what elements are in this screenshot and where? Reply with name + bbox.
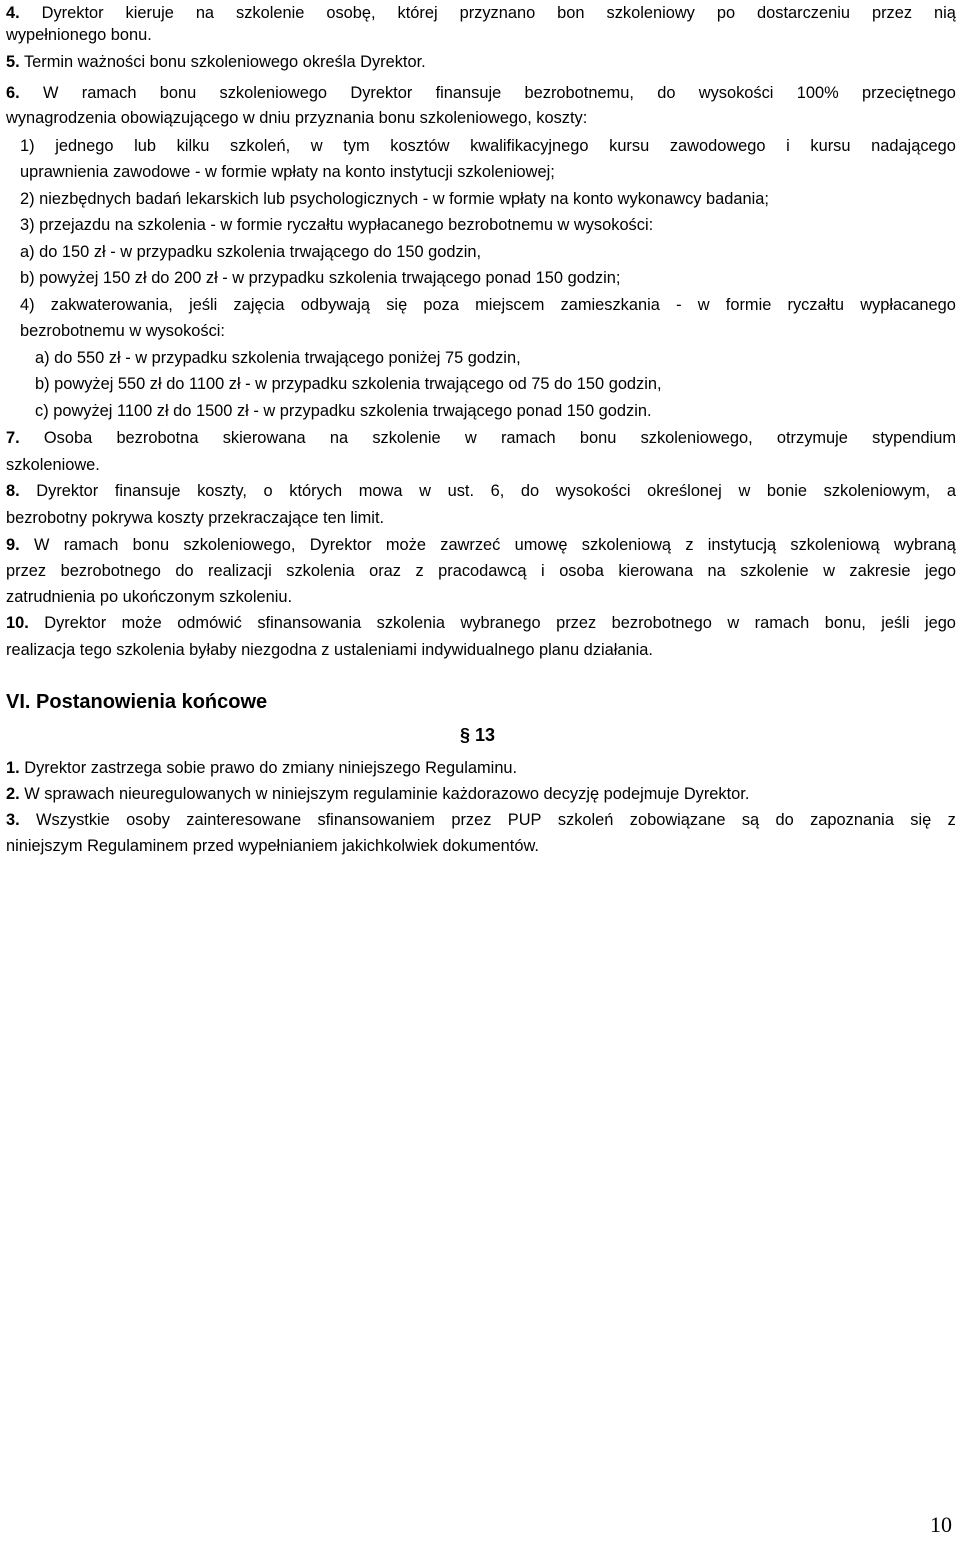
word: 4) [20, 296, 35, 314]
word: nią [934, 4, 956, 22]
word: wysokości [555, 482, 631, 500]
word: po [716, 4, 736, 22]
word: zapoznania [810, 811, 894, 829]
word: Dyrektor [41, 4, 104, 22]
word: poza [423, 296, 459, 314]
word: ryczałtu [787, 296, 845, 314]
para-6-item-3a: a) do 150 zł - w przypadku szkolenia trwającego do 150 godzin, [20, 243, 482, 261]
word: jego [924, 614, 956, 632]
word: na [707, 562, 726, 580]
word: w [727, 614, 740, 632]
para-7-line-1 [6, 428, 956, 448]
word: kieruje [125, 4, 174, 22]
word: na [329, 429, 349, 447]
word: szkoleniowego [219, 84, 328, 102]
para-6-item-3: 3) przejazdu na szkolenia - w formie ryczałtu wypłacanego bezrobotnemu w wysokości: [20, 216, 654, 234]
word: pracodawcą [438, 562, 527, 580]
section-item-1-number: 1. [6, 759, 20, 777]
word: Dyrektor [36, 482, 99, 500]
section-item-1-text: Dyrektor zastrzega sobie prawo do zmiany niniejszego Regulaminu. [24, 759, 518, 777]
word: a [946, 482, 956, 500]
para-6-item-4b: b) powyżej 550 zł do 1100 zł - w przypadku szkolenia trwającego od 75 do 150 godzin, [35, 375, 662, 393]
section-item-2 [6, 784, 749, 804]
word: przyznano [459, 4, 536, 22]
para-10-line-2: realizacja tego szkolenia byłaby niezgodna z ustaleniami indywidualnego planu działania. [6, 641, 653, 659]
word: formie [725, 296, 772, 314]
para-4-line-2: wypełnionego bonu. [6, 26, 152, 44]
word: szkoleniową [581, 536, 672, 554]
word: są [741, 811, 760, 829]
word: wysokości [698, 84, 774, 102]
word: przez [451, 811, 492, 829]
word: finansuje [435, 84, 502, 102]
word: Dyrektor [44, 614, 107, 632]
word: szkoleniową [790, 536, 880, 554]
word: bezrobotnemu, [524, 84, 634, 102]
word: Dyrektor [350, 84, 413, 102]
word: jednego [55, 137, 114, 155]
word: Osoba [43, 429, 93, 447]
para-7-line-2: szkoleniowe. [6, 456, 100, 474]
word: i [786, 137, 790, 155]
page-number: 10 [930, 1512, 952, 1537]
word: może [121, 614, 162, 632]
word: Wszystkie [36, 811, 110, 829]
word: z [415, 562, 424, 580]
word: szkoleń, [230, 137, 291, 155]
word: w [310, 137, 323, 155]
para-5-text: Termin ważności bonu szkoleniowego określa Dyrektor. [23, 53, 426, 71]
word: otrzymuje [776, 429, 848, 447]
para-9-line-3: zatrudnienia po ukończonym szkoleniu. [6, 588, 293, 606]
word: szkoleniowego, [640, 429, 753, 447]
word: kosztów [390, 137, 450, 155]
word: może [385, 536, 426, 554]
word: realizacji [208, 562, 272, 580]
word: do [657, 84, 676, 102]
word: bonie [766, 482, 808, 500]
para-8-line-2: bezrobotny pokrywa koszty przekraczające ten limit. [6, 509, 385, 527]
word: kursu [810, 137, 851, 155]
para-6-item-1-line-2: uprawnienia zawodowe - w formie wpłaty na konto instytucji szkoleniowej; [20, 163, 555, 181]
item-number: 4. [6, 4, 20, 22]
item-number: 6. [6, 84, 20, 102]
word: 100% [796, 84, 839, 102]
word: stypendium [872, 429, 956, 447]
para-6-item-3b: b) powyżej 150 zł do 200 zł - w przypadku szkolenia trwającego ponad 150 godzin; [20, 269, 621, 287]
item-number: 3. [6, 811, 20, 829]
item-number: 9. [6, 536, 20, 554]
word: miejscem [475, 296, 545, 314]
section-heading: VI. Postanowienia końcowe [6, 691, 268, 713]
para-9-line-2 [6, 561, 956, 581]
word: jeśli [189, 296, 218, 314]
word: zawrzeć [440, 536, 501, 554]
word: się [910, 811, 932, 829]
word: W [33, 536, 50, 554]
section-item-3-line-1 [6, 810, 956, 830]
word: do [775, 811, 794, 829]
word: odmówić [177, 614, 242, 632]
word: określonej [647, 482, 722, 500]
word: oraz [369, 562, 401, 580]
word: kierowana [618, 562, 694, 580]
word: ramach [81, 84, 137, 102]
word: koszty, [197, 482, 247, 500]
word: zamieszkania [560, 296, 660, 314]
word: szkolenie [236, 4, 305, 22]
paragraph-sign: § 13 [460, 725, 496, 745]
word: wypłacanego [860, 296, 956, 314]
word: sfinansowania [257, 614, 362, 632]
para-6-item-4-line-1 [20, 295, 956, 315]
word: bonu [132, 536, 170, 554]
word: w [823, 562, 835, 580]
word: finansuje [114, 482, 181, 500]
word: Dyrektor [309, 536, 372, 554]
word: z [947, 811, 956, 829]
word: szkoleniowym, [823, 482, 931, 500]
word: do [175, 562, 194, 580]
word: - [676, 296, 682, 314]
word: szkoleń [557, 811, 614, 829]
section-item-3-line-2: niniejszym Regulaminem przed wypełnianiem jakichkolwiek dokumentów. [6, 837, 539, 855]
word: tym [343, 137, 370, 155]
word: zainteresowane [186, 811, 302, 829]
word: i [541, 562, 545, 580]
word: zajęcia [233, 296, 285, 314]
word: ramach [63, 536, 119, 554]
word: w [464, 429, 477, 447]
word: szkolenia [286, 562, 355, 580]
para-5 [6, 52, 426, 72]
word: bonu [579, 429, 617, 447]
section-item-2-number: 2. [6, 785, 20, 803]
word: jeśli [881, 614, 910, 632]
para-9-line-1 [6, 535, 956, 555]
word: bezrobotnego [60, 562, 161, 580]
word: szkolenia [376, 614, 445, 632]
word: bezrobotnego [611, 614, 712, 632]
word: w [738, 482, 751, 500]
word: kursu [609, 137, 650, 155]
word: bonu [159, 84, 197, 102]
word: sfinansowaniem [317, 811, 435, 829]
word: do [520, 482, 540, 500]
word: 1) [20, 137, 35, 155]
word: nadającego [871, 137, 956, 155]
word: osobę, [326, 4, 376, 22]
word: jego [924, 562, 956, 580]
para-6-item-4a: a) do 550 zł - w przypadku szkolenia trwającego poniżej 75 godzin, [35, 349, 521, 367]
para-6-line-2: wynagrodzenia obowiązującego w dniu przyznania bonu szkoleniowego, koszty: [6, 109, 588, 127]
para-6-item-4-line-2: bezrobotnemu w wysokości: [20, 322, 225, 340]
word: zobowiązane [629, 811, 726, 829]
item-number: 8. [6, 482, 20, 500]
para-5-number: 5. [6, 53, 20, 71]
word: przez [6, 562, 47, 580]
word: przez [556, 614, 597, 632]
item-number: 10. [6, 614, 29, 632]
word: bon [557, 4, 585, 22]
word: osoby [126, 811, 170, 829]
word: lub [134, 137, 157, 155]
word: umowę [514, 536, 568, 554]
word: których [289, 482, 343, 500]
para-10-line-1 [6, 613, 956, 633]
word: 6, [490, 482, 505, 500]
word: przeciętnego [861, 84, 956, 102]
word: PUP [507, 811, 542, 829]
word: szkolenie [740, 562, 809, 580]
word: wybranego [460, 614, 541, 632]
word: szkolenie [372, 429, 441, 447]
section-item-1 [6, 758, 517, 778]
word: ramach [754, 614, 810, 632]
word: zawodowego [669, 137, 766, 155]
word: w [697, 296, 710, 314]
word: zakwaterowania, [50, 296, 173, 314]
item-number: 7. [6, 429, 20, 447]
word: się [386, 296, 408, 314]
word: osoba [559, 562, 604, 580]
para-4-line-1 [6, 3, 956, 23]
word: mowa [358, 482, 403, 500]
para-6-item-4c: c) powyżej 1100 zł do 1500 zł - w przypadku szkolenia trwającego ponad 150 godzin. [35, 402, 652, 420]
word: skierowana [222, 429, 306, 447]
word: wybraną [893, 536, 956, 554]
para-6-line-1 [6, 83, 956, 103]
word: na [195, 4, 215, 22]
word: szkoleniowego, [183, 536, 296, 554]
word: bezrobotna [116, 429, 199, 447]
word: o [263, 482, 273, 500]
word: kilku [176, 137, 210, 155]
word: instytucją [707, 536, 777, 554]
word: przez [871, 4, 913, 22]
section-item-2-text: W sprawach nieuregulowanych w niniejszym regulaminie każdorazowo decyzję podejmuje Dyrektor. [24, 785, 750, 803]
para-6-item-2: 2) niezbędnych badań lekarskich lub psychologicznych - w formie wpłaty na konto wykonawcy badania; [20, 190, 769, 208]
para-8-line-1 [6, 481, 956, 501]
word: której [397, 4, 438, 22]
word: zakresie [849, 562, 911, 580]
word: kwalifikacyjnego [470, 137, 589, 155]
word: W [42, 84, 59, 102]
word: w [419, 482, 431, 500]
para-6-item-1-line-1 [20, 136, 956, 156]
word: szkoleniowy [606, 4, 695, 22]
word: dostarczeniu [757, 4, 850, 22]
word: ust. [447, 482, 474, 500]
word: z [685, 536, 694, 554]
word: bonu, [824, 614, 866, 632]
word: odbywają [300, 296, 371, 314]
word: ramach [500, 429, 556, 447]
